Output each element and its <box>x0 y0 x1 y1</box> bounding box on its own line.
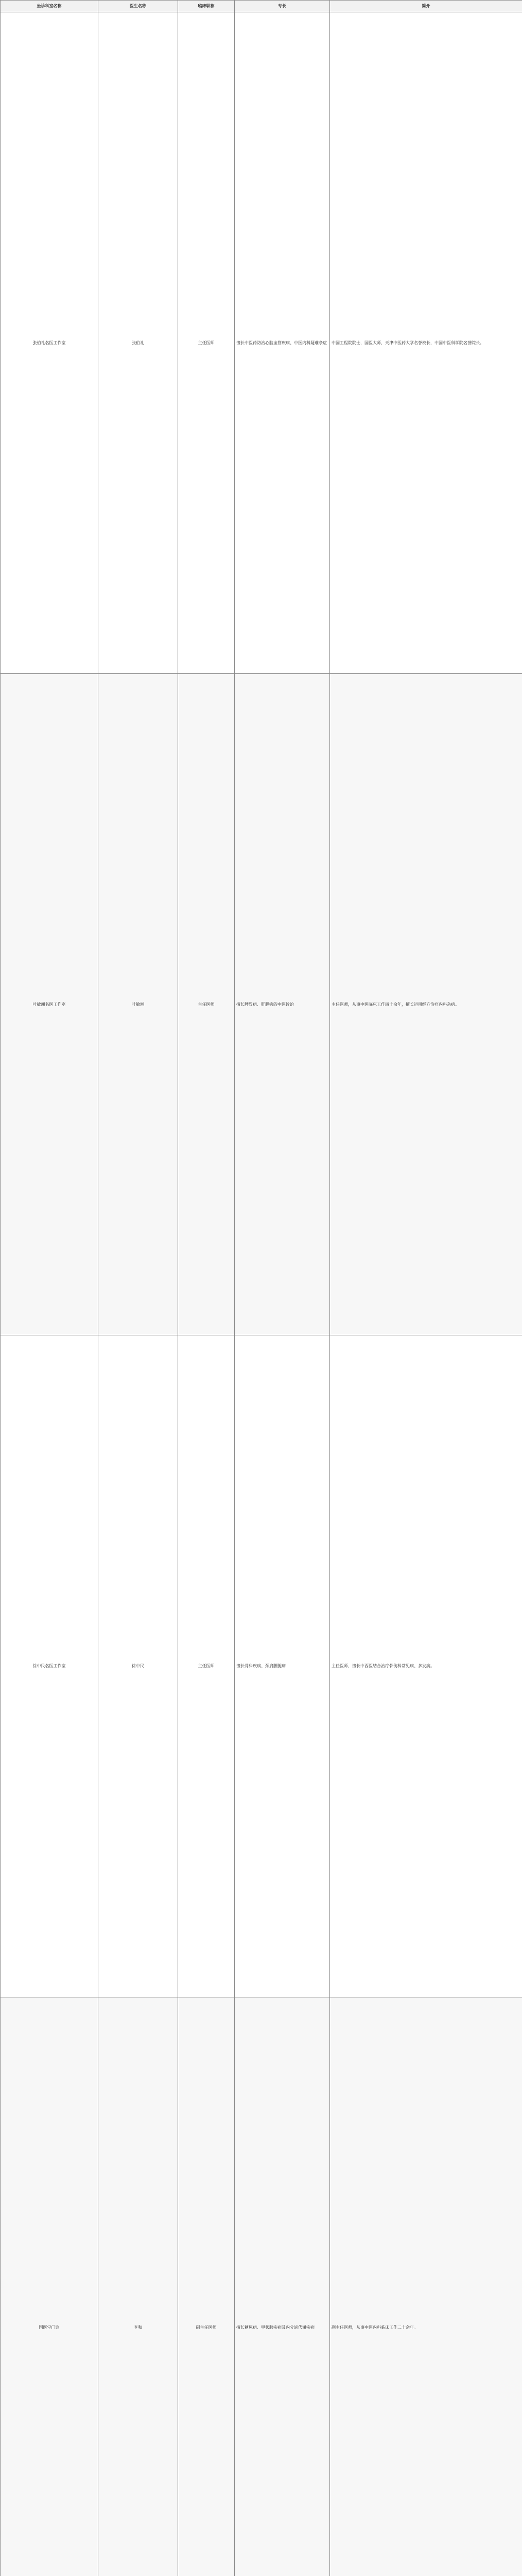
table-row <box>1 674 522 1335</box>
intro-cell: 副主任医师，从事中医内科临床工作二十余年。 <box>330 1997 522 2576</box>
doctor-cell: 徐中民 <box>98 1335 178 1997</box>
title-cell: 主任医师 <box>178 12 235 674</box>
table-header-row <box>1 1 522 12</box>
title-cell: 主任医师 <box>178 674 235 1335</box>
dept-cell: 张伯礼名医工作室 <box>1 12 98 674</box>
intro-cell: 中国工程院院士，国医大师，天津中医药大学名誉校长，中国中医科学院名誉院长。 <box>330 12 522 674</box>
header-title: 临床职称 <box>178 1 235 12</box>
table-row <box>1 1335 522 1997</box>
dept-cell: 徐中民名医工作室 <box>1 1335 98 1997</box>
header-intro: 简介 <box>330 1 522 12</box>
doctor-cell: 张伯礼 <box>98 12 178 674</box>
doctor-cell: 李和 <box>98 1997 178 2576</box>
specialty-cell: 擅长糖尿病、甲状腺疾病及内分泌代谢疾病 <box>235 1997 330 2576</box>
table-row <box>1 1997 522 2576</box>
title-cell: 主任医师 <box>178 1335 235 1997</box>
header-specialty: 专长 <box>235 1 330 12</box>
dept-cell: 叶敏湘名医工作室 <box>1 674 98 1335</box>
specialty-cell: 擅长中医药防治心脑血管疾病、中医内科疑难杂症 <box>235 12 330 674</box>
intro-cell: 主任医师，从事中医临床工作四十余年，擅长运用经方治疗内科杂病。 <box>330 674 522 1335</box>
intro-cell: 主任医师，擅长中西医结合治疗骨伤科常见病、多发病。 <box>330 1335 522 1997</box>
header-doctor: 医生名称 <box>98 1 178 12</box>
title-cell: 副主任医师 <box>178 1997 235 2576</box>
dept-cell: 国医堂门诊 <box>1 1997 98 2576</box>
header-dept: 坐诊科室名称 <box>1 1 98 12</box>
table-body <box>1 12 522 2576</box>
table-row <box>1 12 522 674</box>
specialty-cell: 擅长骨科疾病、颈肩腰腿痛 <box>235 1335 330 1997</box>
doctor-cell: 叶敏湘 <box>98 674 178 1335</box>
specialty-cell: 擅长脾胃病、肝胆病的中医诊治 <box>235 674 330 1335</box>
